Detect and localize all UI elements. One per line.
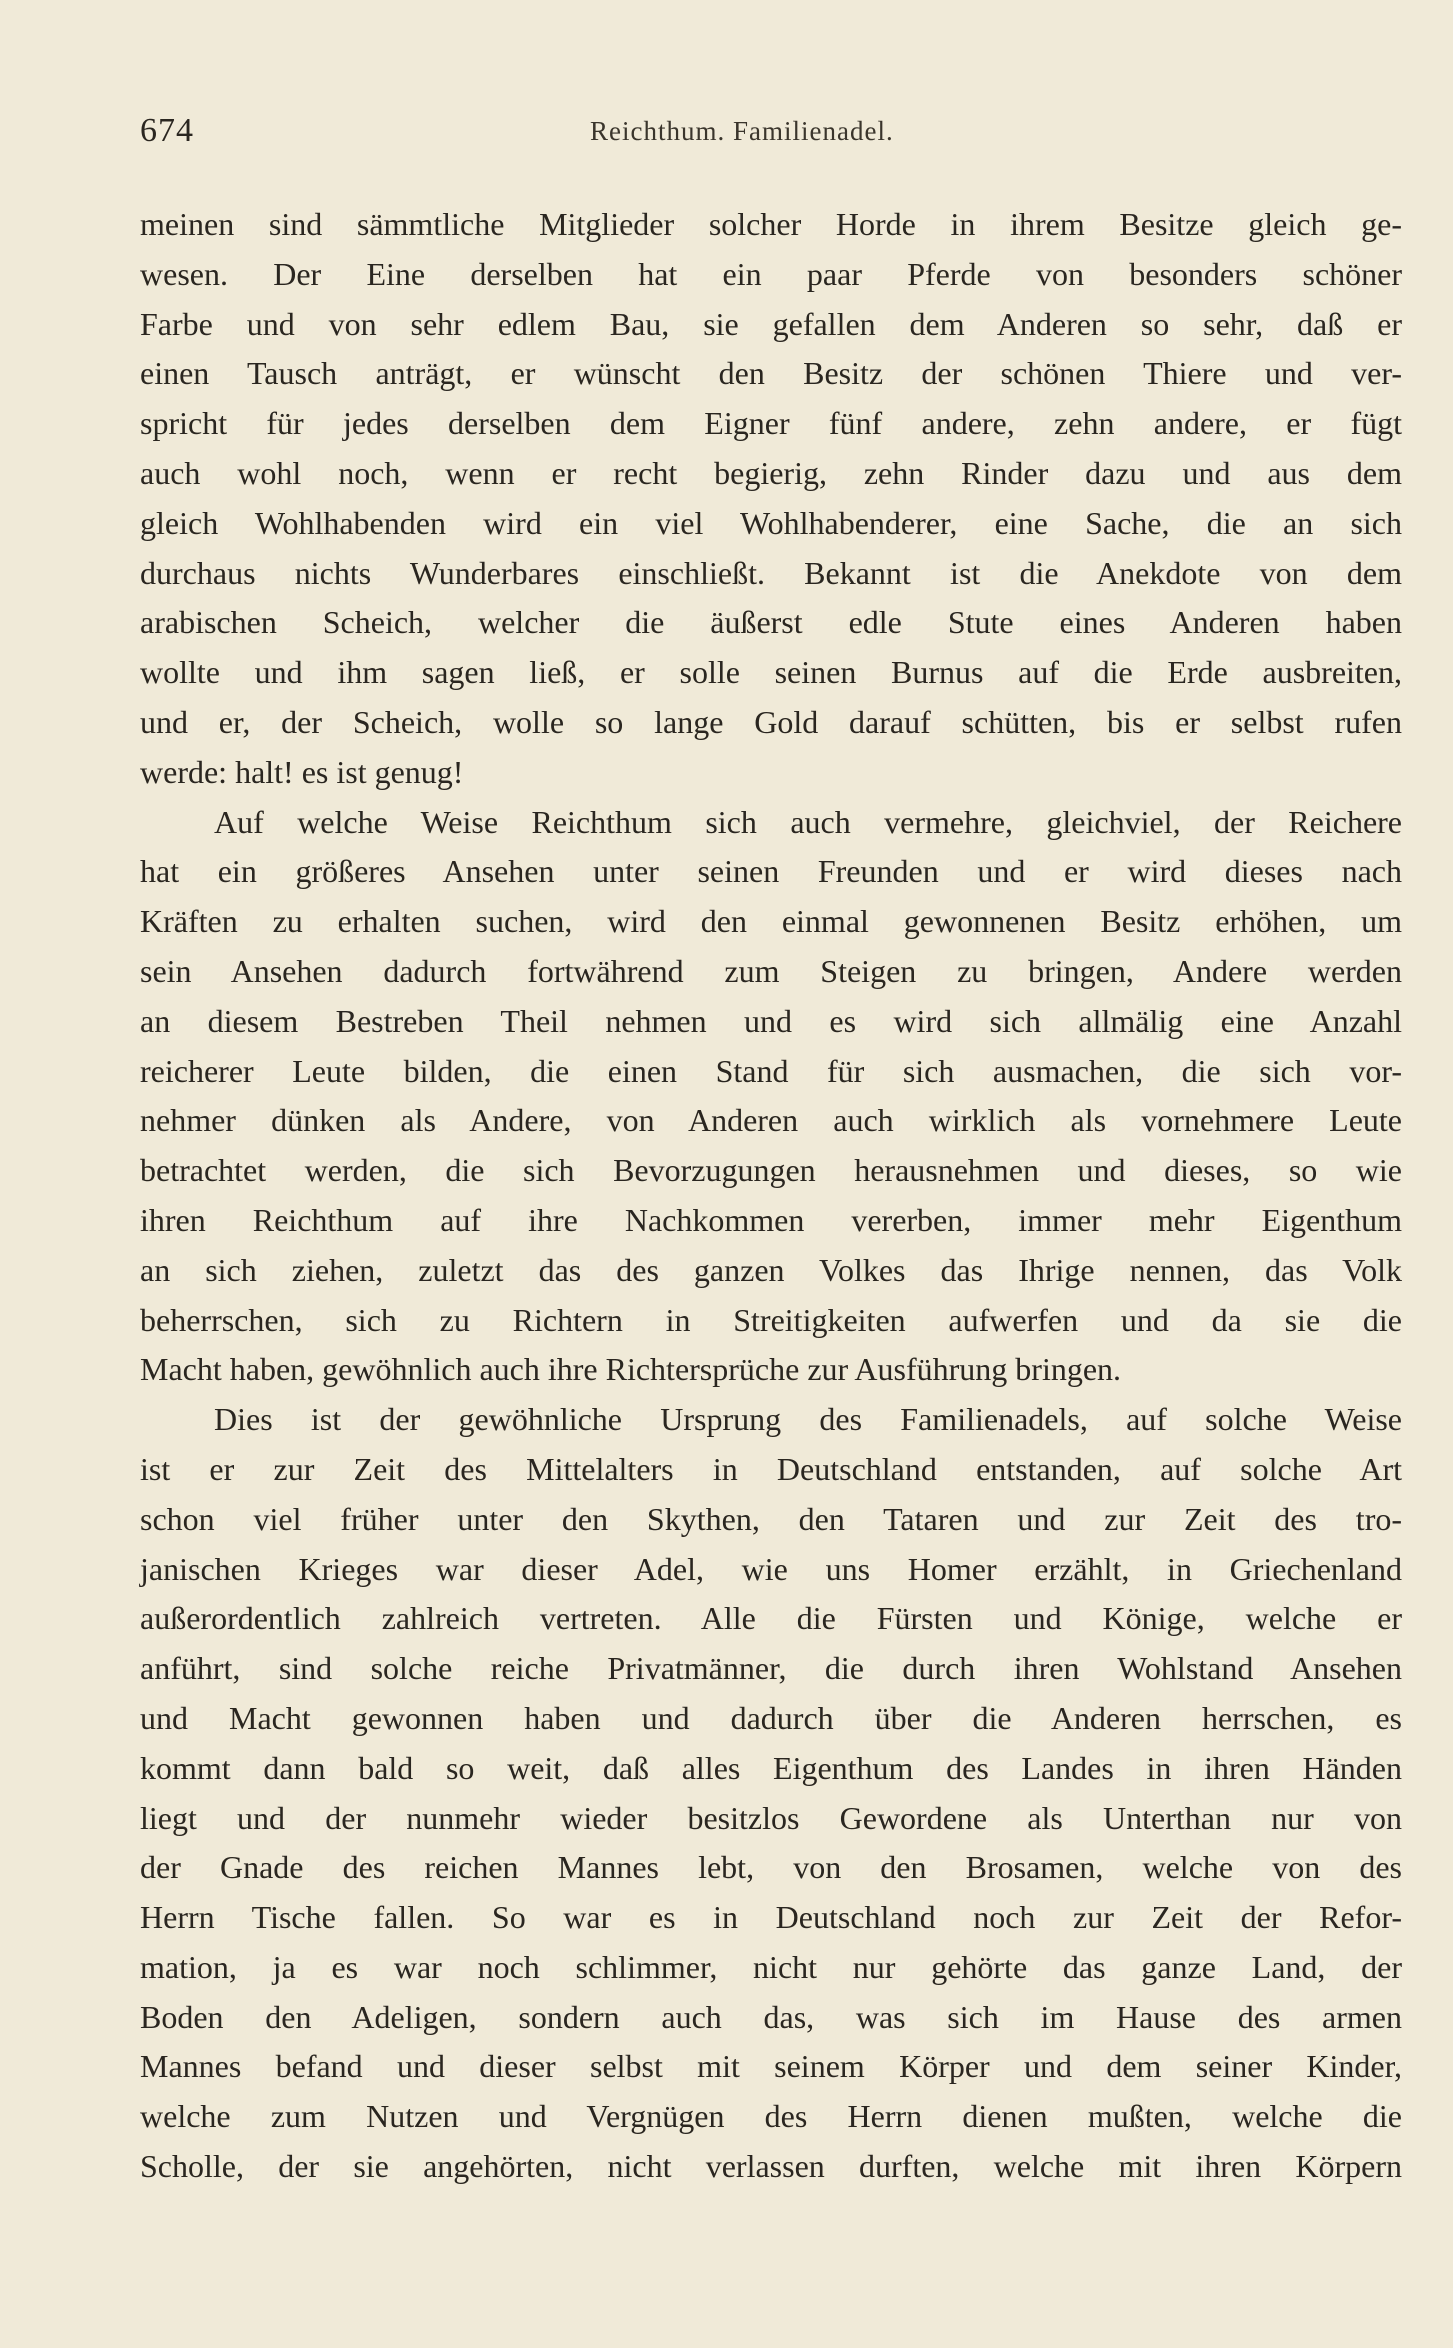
text-line: kommt dann bald so weit, daß alles Eigenthum des Landes in ihren Händen <box>140 1749 1402 1786</box>
text-line: an diesem Bestreben Theil nehmen und es wird sich allmälig eine Anzahl <box>140 1002 1402 1039</box>
text-line: Farbe und von sehr edlem Bau, sie gefallen dem Anderen so sehr, daß er <box>140 305 1402 342</box>
text-line: ihren Reichthum auf ihre Nachkommen vererben, immer mehr Eigenthum <box>140 1201 1402 1238</box>
body-text <box>140 200 1402 2242</box>
text-line: Boden den Adeligen, sondern auch das, was sich im Hause des armen <box>140 1998 1402 2035</box>
text-line: und er, der Scheich, wolle so lange Gold darauf schütten, bis er selbst rufen <box>140 703 1402 740</box>
text-line: Herrn Tische fallen. So war es in Deutschland noch zur Zeit der Refor- <box>140 1899 1402 1936</box>
text-line: schon viel früher unter den Skythen, den Tataren und zur Zeit des tro- <box>140 1500 1402 1537</box>
text-line: durchaus nichts Wunderbares einschließt. Bekannt ist die Anekdote von dem <box>140 554 1402 591</box>
text-line: wollte und ihm sagen ließ, er solle seinen Burnus auf die Erde ausbreiten, <box>140 654 1402 691</box>
text-line: arabischen Scheich, welcher die äußerst edle Stute eines Anderen haben <box>140 604 1402 641</box>
running-head: Reichthum. Familienadel. <box>590 116 894 146</box>
text-line: außerordentlich zahlreich vertreten. Alle die Fürsten und Könige, welche er <box>140 1600 1402 1637</box>
text-line: werde: halt! es ist genug! <box>140 753 464 790</box>
text-line: und Macht gewonnen haben und dadurch über die Anderen herrschen, es <box>140 1699 1402 1736</box>
text-line: anführt, sind solche reiche Privatmänner, die durch ihren Wohlstand Ansehen <box>140 1650 1402 1687</box>
text-line: Scholle, der sie angehörten, nicht verlassen durften, welche mit ihren Körpern <box>140 2148 1402 2185</box>
text-line: janischen Krieges war dieser Adel, wie uns Homer erzählt, in Griechenland <box>140 1550 1402 1587</box>
text-line: gleich Wohlhabenden wird ein viel Wohlhabenderer, eine Sache, die an sich <box>140 504 1402 541</box>
text-line: reicherer Leute bilden, die einen Stand für sich ausmachen, die sich vor- <box>140 1052 1402 1089</box>
text-line: Mannes befand und dieser selbst mit seinem Körper und dem seiner Kinder, <box>140 2048 1402 2085</box>
text-line: welche zum Nutzen und Vergnügen des Herrn dienen mußten, welche die <box>140 2098 1402 2135</box>
text-line: beherrschen, sich zu Richtern in Streitigkeiten aufwerfen und da sie die <box>140 1301 1402 1338</box>
text-line: mation, ja es war noch schlimmer, nicht nur gehörte das ganze Land, der <box>140 1948 1402 1985</box>
text-line: spricht für jedes derselben dem Eigner fünf andere, zehn andere, er fügt <box>140 405 1402 442</box>
text-line: meinen sind sämmtliche Mitglieder solcher Horde in ihrem Besitze gleich ge- <box>140 206 1402 242</box>
text-line: einen Tausch anträgt, er wünscht den Besitz der schönen Thiere und ver- <box>140 355 1402 392</box>
text-line: Dies ist der gewöhnliche Ursprung des Familienadels, auf solche Weise <box>214 1401 1402 1438</box>
text-line: an sich ziehen, zuletzt das des ganzen Volkes das Ihrige nennen, das Volk <box>140 1251 1402 1288</box>
text-line: wesen. Der Eine derselben hat ein paar Pferde von besonders schöner <box>140 255 1402 292</box>
page-header <box>140 112 1400 162</box>
text-line: Auf welche Weise Reichthum sich auch vermehre, gleichviel, der Reichere <box>214 803 1402 840</box>
text-line: betrachtet werden, die sich Bevorzugungen herausnehmen und dieses, so wie <box>140 1152 1402 1189</box>
text-line: auch wohl noch, wenn er recht begierig, zehn Rinder dazu und aus dem <box>140 454 1402 491</box>
text-line: Kräften zu erhalten suchen, wird den einmal gewonnenen Besitz erhöhen, um <box>140 903 1402 940</box>
text-line: hat ein größeres Ansehen unter seinen Freunden und er wird dieses nach <box>140 853 1402 890</box>
text-line: sein Ansehen dadurch fortwährend zum Steigen zu bringen, Andere werden <box>140 952 1402 989</box>
text-line: liegt und der nunmehr wieder besitzlos Gewordene als Unterthan nur von <box>140 1799 1402 1836</box>
text-line: nehmer dünken als Andere, von Anderen auch wirklich als vornehmere Leute <box>140 1102 1402 1139</box>
text-line: Macht haben, gewöhnlich auch ihre Richtersprüche zur Ausführung bringen. <box>140 1351 1122 1388</box>
text-line <box>140 2192 1402 2242</box>
text-line: der Gnade des reichen Mannes lebt, von den Brosamen, welche von des <box>140 1849 1402 1886</box>
text-line: ist er zur Zeit des Mittelalters in Deutschland entstanden, auf solche Art <box>140 1450 1402 1487</box>
page-number: 674 <box>140 112 194 149</box>
